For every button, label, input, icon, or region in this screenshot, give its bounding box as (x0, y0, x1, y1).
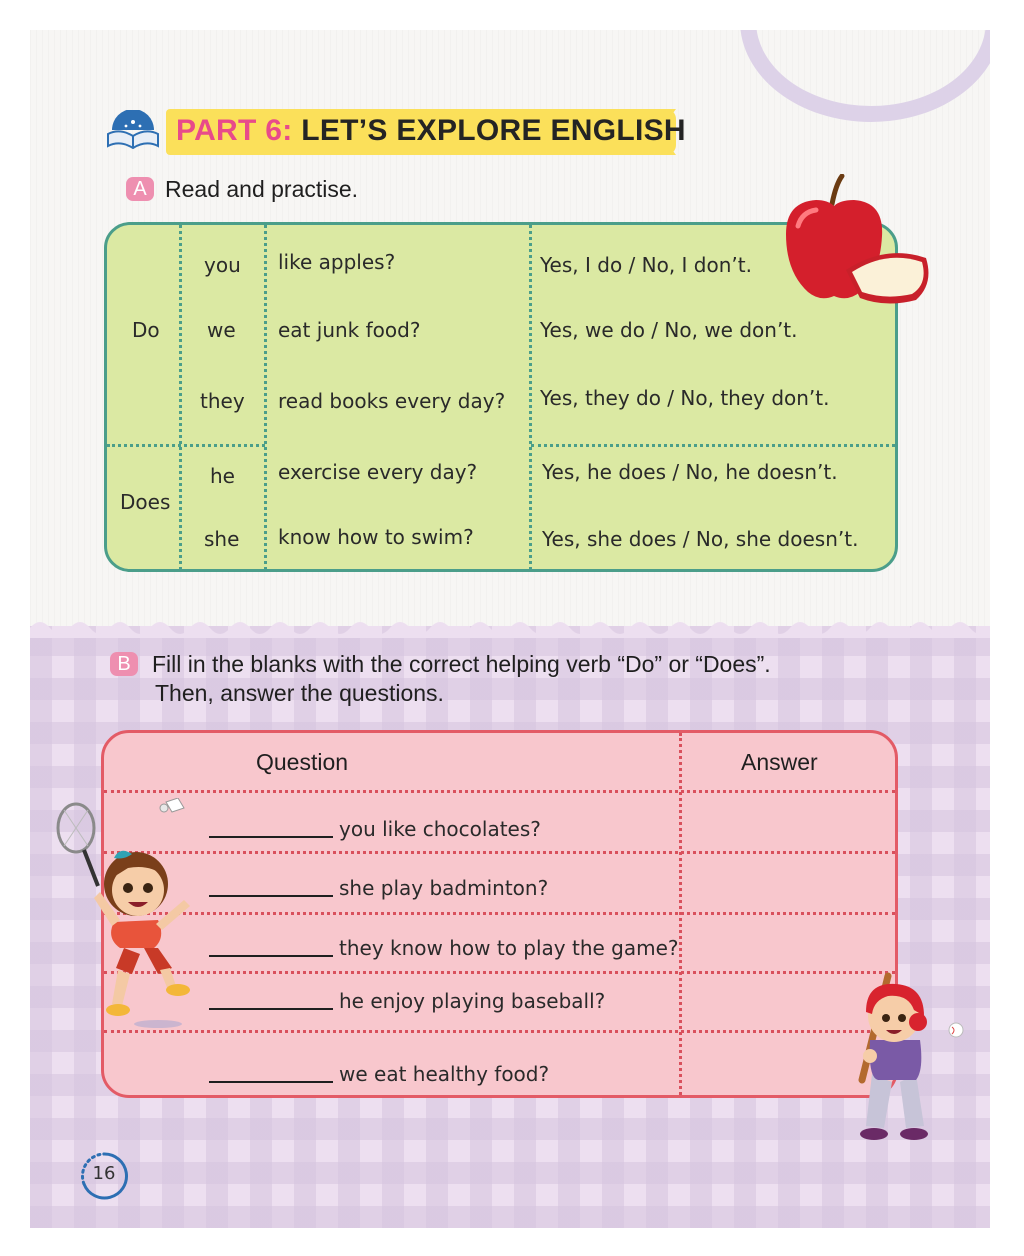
section-b-badge: B (110, 652, 138, 676)
table-b-divider (104, 1030, 895, 1033)
question-cell: eat junk food? (278, 318, 421, 342)
answer-blank[interactable] (684, 916, 892, 969)
title-main: LET’S EXPLORE ENGLISH (301, 114, 686, 147)
table-a-divider (107, 444, 265, 447)
blank-line[interactable] (209, 1008, 333, 1010)
answer-cell: Yes, they do / No, they don’t. (540, 386, 830, 410)
section-b-instruction-line2: Then, answer the questions. (155, 680, 444, 706)
question-text: they know how to play the game? (339, 936, 679, 960)
question-cell: read books every day? (278, 389, 506, 413)
question-cell: know how to swim? (278, 525, 474, 549)
subject-cell: he (210, 464, 235, 488)
subject-cell: you (204, 253, 241, 277)
wavy-divider (30, 616, 990, 638)
subject-cell: she (204, 527, 240, 551)
section-a-instruction: Read and practise. (165, 176, 359, 202)
question-cell: like apples? (278, 250, 396, 274)
page-number: 16 (92, 1163, 116, 1184)
page-title (176, 114, 686, 148)
section-b-instruction-line1: Fill in the blanks with the correct helping verb “Do” or “Does”. (152, 651, 771, 677)
table-a-divider (529, 225, 532, 570)
answer-blank[interactable] (684, 794, 892, 849)
blank-line[interactable] (209, 836, 333, 838)
question-text: she play badminton? (339, 876, 549, 900)
subject-cell: we (207, 318, 236, 342)
helping-verb-does: Does (120, 490, 171, 514)
table-a-divider (531, 444, 895, 447)
question-cell: exercise every day? (278, 460, 478, 484)
question-text: he enjoy playing baseball? (339, 989, 606, 1013)
table-b-divider (104, 790, 895, 793)
answer-blank[interactable] (684, 855, 892, 910)
answer-cell: Yes, she does / No, she doesn’t. (542, 527, 859, 551)
girl-badminton-illustration (54, 798, 204, 1032)
question-text: we eat healthy food? (339, 1062, 550, 1086)
helping-verb-do: Do (132, 318, 160, 342)
table-b-divider (104, 971, 895, 974)
book-icon (106, 110, 160, 152)
answer-header: Answer (741, 749, 818, 775)
blank-line[interactable] (209, 1081, 333, 1083)
table-a-divider (264, 225, 267, 570)
boy-baseball-illustration (848, 970, 968, 1150)
table-b-divider (104, 851, 895, 854)
answer-cell: Yes, he does / No, he doesn’t. (542, 460, 838, 484)
table-b-divider (104, 912, 895, 915)
blank-line[interactable] (209, 955, 333, 957)
apple-icon (776, 174, 936, 314)
subject-cell: they (200, 389, 245, 413)
part-label: PART 6: (176, 114, 293, 147)
question-header: Question (256, 749, 349, 775)
blank-line[interactable] (209, 895, 333, 897)
answer-cell: Yes, we do / No, we don’t. (540, 318, 798, 342)
table-a-divider (179, 225, 182, 570)
section-a-badge: A (126, 177, 154, 201)
question-text: you like chocolates? (339, 817, 541, 841)
answer-cell: Yes, I do / No, I don’t. (540, 253, 752, 277)
